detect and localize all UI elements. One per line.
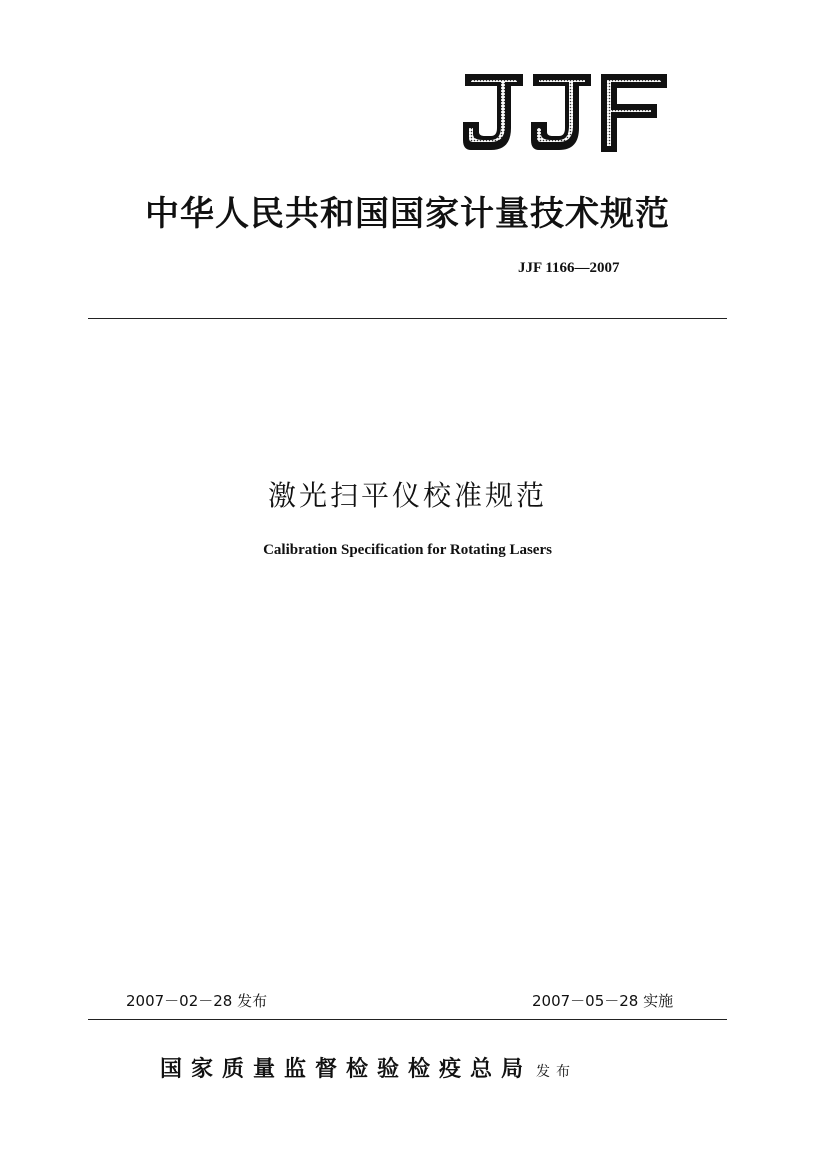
document-subtitle: Calibration Specification for Rotating Lasers	[263, 542, 552, 558]
issuer	[160, 1052, 576, 1083]
logo-letter-f	[601, 74, 667, 152]
issuer-name: 国家质量监督检验检疫总局	[160, 1056, 533, 1082]
effective-date: 2007－05－28 实施	[532, 992, 674, 1010]
top-divider	[88, 318, 727, 319]
issuer-suffix: 发布	[536, 1064, 577, 1080]
main-title: 中华人民共和国国家计量技术规范	[145, 194, 670, 234]
jjf-logo	[461, 70, 669, 154]
document-title: 激光扫平仪校准规范	[267, 479, 547, 512]
logo-letter-j-1	[463, 74, 523, 150]
standard-number: JJF 1166—2007	[518, 260, 620, 276]
bottom-divider	[88, 1019, 727, 1020]
logo-letter-j-2	[531, 74, 591, 150]
publish-date: 2007－02－28 发布	[126, 992, 268, 1010]
